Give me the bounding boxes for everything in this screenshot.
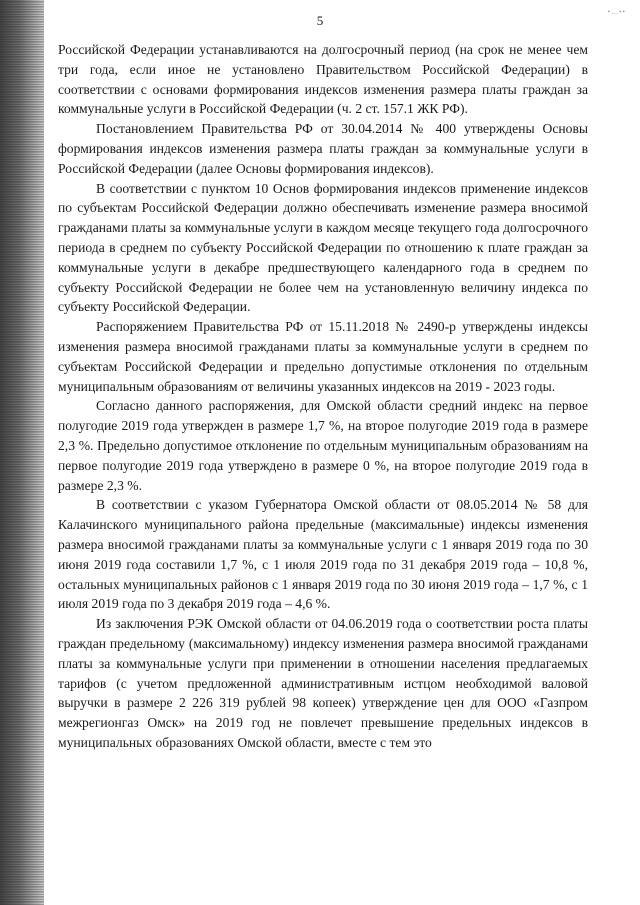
page-number: 5 [316, 13, 324, 28]
paragraph: В соответствии с указом Губернатора Омской области от 08.05.2014 № 58 для Калачинского муниципального района предельные (максимальные) индексы изменения размера вносимой гражданами платы за коммунальные услуги с 1 января 2019 года по 30 июня 2019 года составили 1,7 %, с 1 июля 2019 года по 31 декабря 2019 года – 10,8 %, остальных муниципальных районов с 1 января 2019 года по 30 июня 2019 года – 1,7 %, с 1 июля 2019 года по 3 декабря 2019 года – 4,6 %. [58, 497, 588, 612]
paragraph: Постановлением Правительства РФ от 30.04.2014 № 400 утверждены Основы формирования индексов изменения размера платы граждан за коммунальные услуги в Российской Федерации (далее Основы формирования индексов). [58, 121, 588, 176]
paragraph: Из заключения РЭК Омской области от 04.06.2019 года о соответствии роста платы граждан предельному (максимальному) индексу изменения размера вносимой гражданами платы за коммунальные услуги при применении в отношении населения предлагаемых тарифов (с учетом предложенной административным истцом необходимой валовой выручки в размере 2 226 319 рублей 98 копеек) утверждение цен для ООО «Газпром межрегионгаз Омск» на 2019 год не повлечет превышение предельных индексов в муниципальных образованиях Омской области, вместе с тем это [58, 616, 588, 750]
corner-mark: •…•• [607, 8, 626, 16]
paragraph-continuation: Российской Федерации устанавливаются на долгосрочный период (на срок не менее чем три года, если иное не установлено Правительством Российской Федерации) в соответствии с основами формирования индексов изменения размера платы граждан за коммунальные услуги в Российской Федерации (ч. 2 ст. 157.1 ЖК РФ). [58, 42, 588, 117]
scan-edge-shadow [0, 0, 44, 905]
paragraph: В соответствии с пунктом 10 Основ формирования индексов применение индексов по субъектам Российской Федерации должно обеспечивать изменение размера вносимой гражданами платы за коммунальные услуги в каждом месяце текущего года долгосрочного периода в среднем по субъекту Российской Федерации по отношению к плате граждан за коммунальные услуги в декабре предшествующего календарного года в среднем по субъекту Российской Федерации не более чем на установленную величину индекса по субъекту Российской Федерации. [58, 180, 588, 315]
paragraph: Согласно данного распоряжения, для Омской области средний индекс на первое полугодие 2019 года утвержден в размере 1,7 %, на второе полугодие 2019 года в размере 2,3 %. Предельно допустимое отклонение по отдельным муниципальным образованиям на первое полугодие 2019 года утверждено в размере 0 %, на второе полугодие 2019 года в размере 2,3 %. [58, 398, 588, 493]
document-body [58, 40, 588, 753]
paragraph: Распоряжением Правительства РФ от 15.11.2018 № 2490-р утверждены индексы изменения размера вносимой гражданами платы за коммунальные услуги в среднем по субъектам Российской Федерации и предельно допустимые отклонения по отдельным муниципальным образованиям от величины указанных индексов на 2019 - 2023 годы. [58, 319, 588, 394]
